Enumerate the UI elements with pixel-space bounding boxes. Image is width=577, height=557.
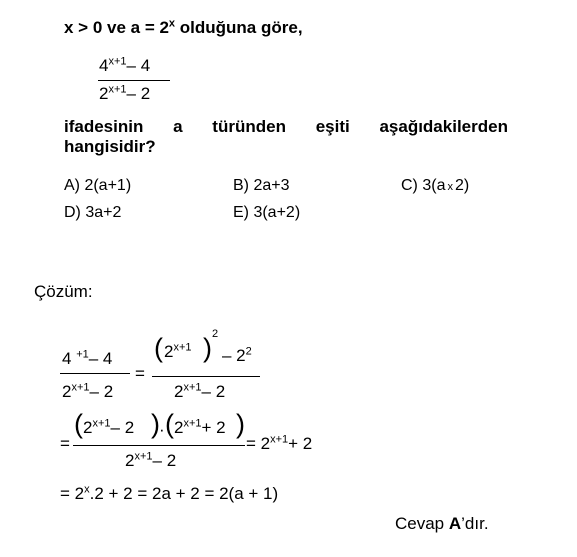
step1-right-denominator: $2^{x+1}-$ 2 (174, 381, 226, 401)
question-fraction-numerator: $4^{x+1}-$ 4 (99, 55, 151, 75)
step2-denominator: $2^{x+1}-$ 2 (125, 450, 177, 470)
option-d: D) 3a+2 (64, 204, 122, 221)
step1-close-paren: ) (203, 333, 212, 363)
question-fraction-bar (98, 80, 170, 81)
step1-left-numerator: 4 $^{+1}$– 4 (62, 348, 113, 368)
option-e: E) 3(a+2) (233, 204, 301, 221)
step2-open-paren-2: ( (165, 409, 174, 439)
step1-right-inner: $2^{x+1}$ (164, 341, 192, 361)
option-c: C) 3(a x 2) (401, 177, 470, 194)
step2-dot: · (159, 420, 165, 439)
step1-left-denominator: $2^{x+1}-$ 2 (62, 381, 114, 401)
step1-left-bar (60, 373, 130, 374)
step2-factor-2: $2^{x+1}+ 2$ (174, 417, 226, 437)
option-b: B) 2a+3 (233, 177, 290, 194)
step2-equals: = (60, 434, 70, 453)
step3: = $2^x.2 + 2 = 2a + 2 = 2(a + 1)$ (60, 483, 279, 503)
step1-outer-exponent: 2 (212, 328, 219, 340)
question-fraction-denominator: $2^{x+1}-$ 2 (99, 83, 151, 103)
question-prompt-line2: hangisidir? (64, 137, 156, 156)
step2-result: = $2^{x+1}+ 2$ (246, 433, 313, 453)
answer-line: Cevap A’dır. (395, 514, 489, 533)
step2-bar (73, 445, 245, 446)
step2-close-paren-1: ) (151, 409, 160, 439)
step1-open-paren: ( (154, 333, 163, 363)
step1-equals: = (135, 364, 145, 383)
step2-open-paren-1: ( (74, 409, 83, 439)
question-prompt-line1: ifadesinin a türünden eşiti aşağıdakilerden (64, 117, 508, 136)
question-condition: x > 0 ve $a = 2^x$ olduğuna göre, (64, 17, 303, 37)
step2-factor-1: $2^{x+1}-$ 2 (83, 417, 135, 437)
option-a: A) 2(a+1) (64, 177, 132, 194)
solution-label: Çözüm: (34, 282, 93, 301)
step1-right-bar (152, 376, 260, 377)
step2-close-paren-2: ) (236, 409, 245, 439)
step1-right-tail: – $2^2$ (222, 345, 252, 365)
